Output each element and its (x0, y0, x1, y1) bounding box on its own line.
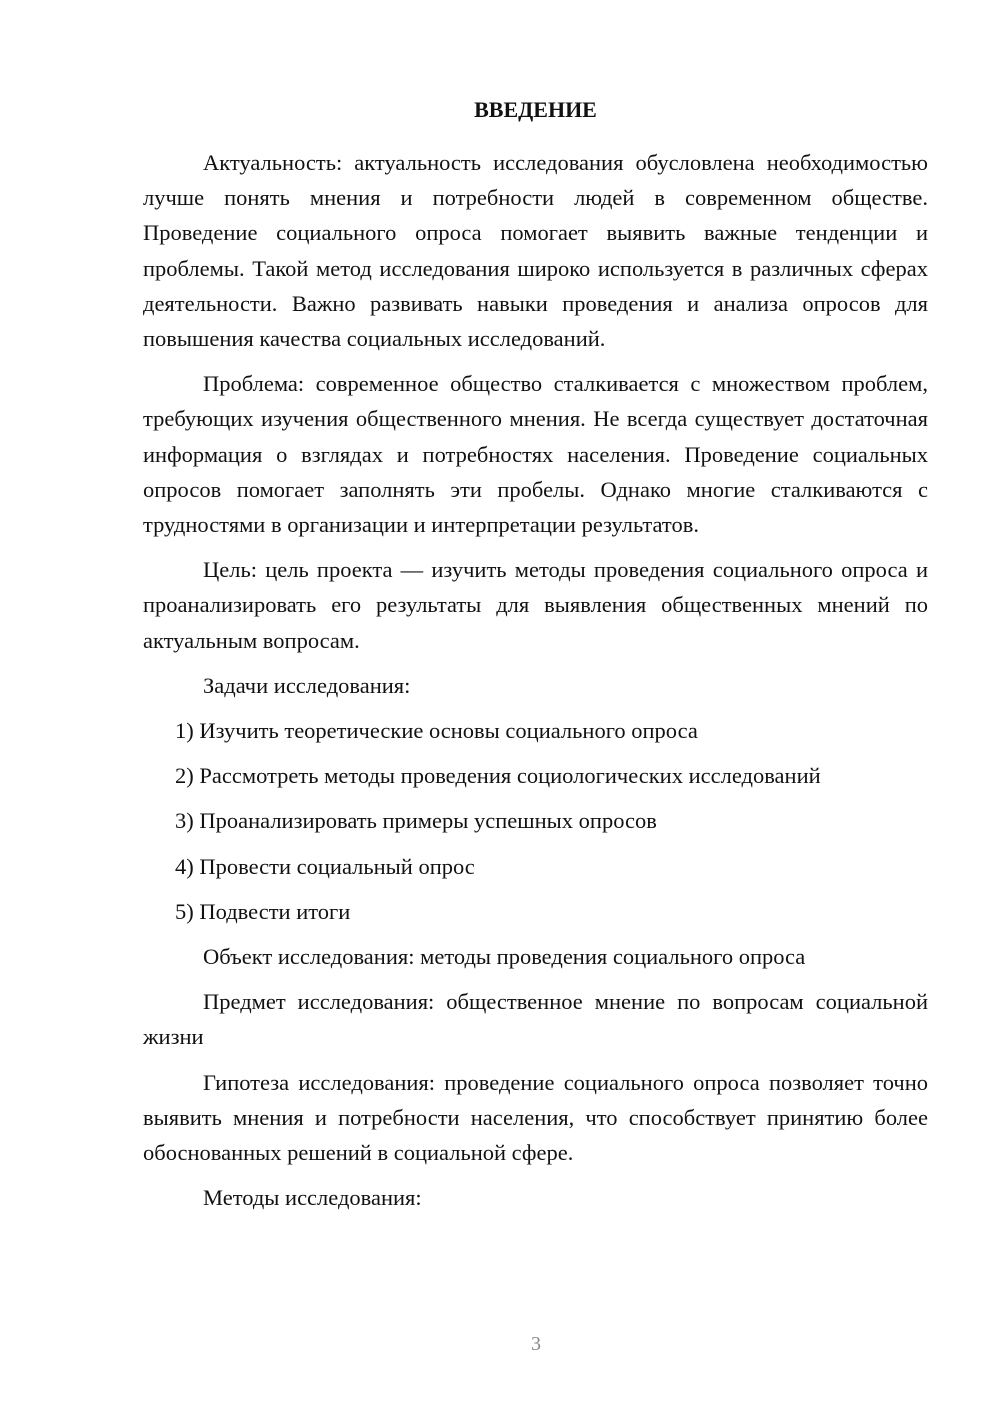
list-item: 2) Рассмотреть методы проведения социологических исследований (175, 763, 821, 789)
page-number: 3 (531, 1333, 541, 1355)
list-item: 5) Подвести итоги (175, 898, 351, 924)
tasks-list (143, 713, 928, 929)
list-item: 3) Проанализировать примеры успешных опросов (175, 808, 657, 834)
section-title: ВВЕДЕНИЕ (474, 97, 597, 122)
tasks-heading: Задачи исследования: (203, 672, 411, 698)
list-item: 4) Провести социальный опрос (175, 853, 475, 879)
paragraph-object: Объект исследования: методы проведения социального опроса (203, 944, 806, 970)
paragraph-methods: Методы исследования: (203, 1185, 422, 1211)
paragraph-relevance: Актуальность: актуальность исследования обусловлена необходимостью лучше понять мнения и потребности людей в современном обществе. Проведение социального опроса помогает выявить важные тенденции и проблемы. Такой метод исследования широко используется в различных сферах деятельности. Важно развивать навыки проведения и анализа опросов для повышения качества социальных исследований. (143, 150, 928, 352)
paragraph-hypothesis: Гипотеза исследования: проведение социального опроса позволяет точно выявить мнения и потребности населения, что способствует принятию более обоснованных решений в социальной сфере. (143, 1069, 928, 1166)
paragraph-goal: Цель: цель проекта — изучить методы проведения социального опроса и проанализировать его результаты для выявления общественных мнений по актуальным вопросам. (143, 557, 928, 653)
paragraph-subject: Предмет исследования: общественное мнение по вопросам социальной жизни (143, 989, 928, 1050)
paragraph-problem: Проблема: современное общество сталкивается с множеством проблем, требующих изучения общественного мнения. Не всегда существует достаточная информация о взглядах и потребностях населения. Проведение социальных опросов помогает заполнять эти пробелы. Однако многие сталкиваются с трудностями в организации и интерпретации результатов. (143, 371, 928, 538)
list-item: 1) Изучить теоретические основы социального опроса (175, 718, 698, 744)
document-page (143, 95, 928, 1225)
